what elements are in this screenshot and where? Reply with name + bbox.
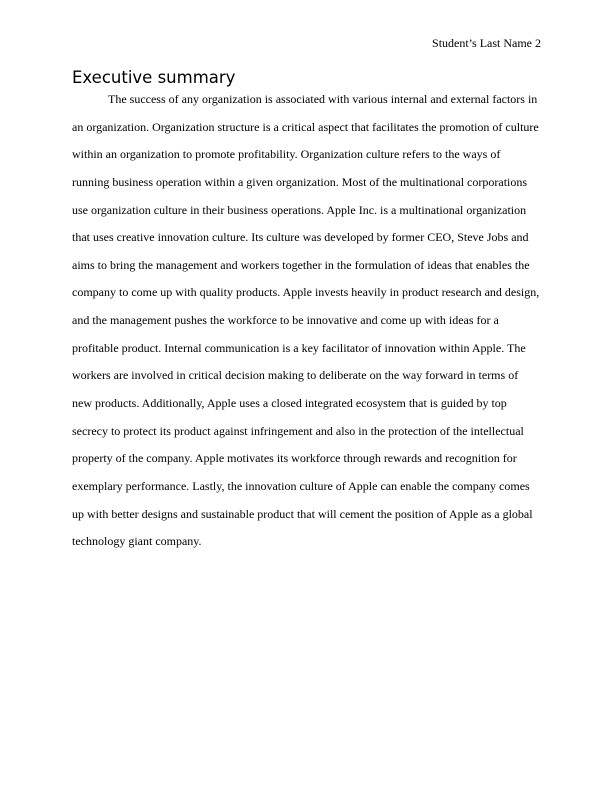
paragraph-line: property of the company. Apple motivates its workforce through rewards and recognition for xyxy=(72,451,517,466)
paragraph-line: that uses creative innovation culture. Its culture was developed by former CEO, Steve Jobs and xyxy=(72,230,529,245)
paragraph-line: profitable product. Internal communication is a key facilitator of innovation within Apple. The xyxy=(72,340,526,355)
paragraph-line: use organization culture in their business operations. Apple Inc. is a multinational organization xyxy=(72,202,527,217)
paragraph-line: running business operation within a given organization. Most of the multinational corporations xyxy=(72,174,528,189)
paragraph-line: exemplary performance. Lastly, the innovation culture of Apple can enable the company comes xyxy=(72,478,530,493)
paragraph-line: secrecy to protect its product against infringement and also in the protection of the intellectual xyxy=(72,423,524,438)
section-heading: Executive summary xyxy=(72,68,236,87)
paragraph-line: within an organization to promote profitability. Organization culture refers to the ways of xyxy=(72,147,501,162)
paragraph-line: workers are involved in critical decision making to deliberate on the way forward in terms of xyxy=(72,368,519,383)
paragraph-line: and the management pushes the workforce to be innovative and come up with ideas for a xyxy=(72,313,499,328)
paragraph-line: The success of any organization is associated with various internal and external factors in xyxy=(108,92,538,106)
executive-summary-paragraph xyxy=(72,91,547,561)
paragraph-line: technology giant company. xyxy=(72,534,202,549)
running-head: Student’s Last Name 2 xyxy=(432,36,541,50)
paragraph-line: company to come up with quality products. Apple invests heavily in product research and design, xyxy=(72,285,540,300)
paragraph-line: an organization. Organization structure is a critical aspect that facilitates the promotion of culture xyxy=(72,119,539,134)
paragraph-line: new products. Additionally, Apple uses a closed integrated ecosystem that is guided by top xyxy=(72,396,507,411)
paragraph-line: aims to bring the management and workers together in the formulation of ideas that enables the xyxy=(72,257,530,272)
paragraph-line: up with better designs and sustainable product that will cement the position of Apple as a global xyxy=(72,506,533,521)
